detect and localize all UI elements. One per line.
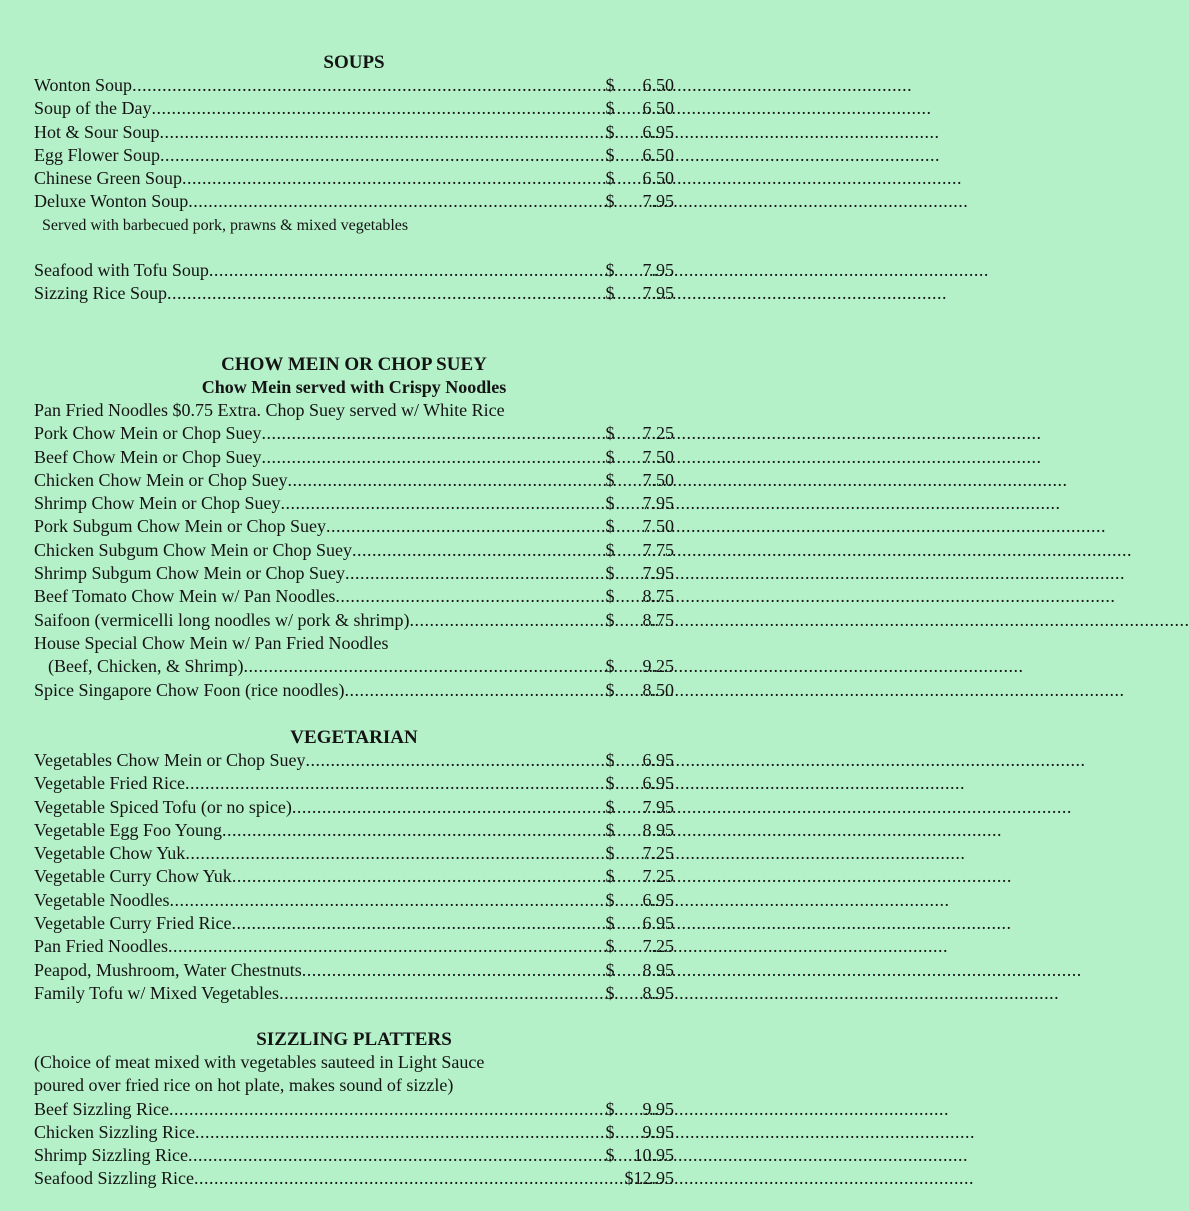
item-currency: $ [605, 144, 615, 165]
item-currency: $ [605, 982, 615, 1003]
item-name: Deluxe Wonton Soup [34, 191, 189, 212]
leader-dots [232, 865, 596, 888]
item-currency: $ [605, 679, 615, 700]
menu-item [34, 422, 674, 445]
menu-item [34, 144, 674, 167]
item-currency: $ [605, 773, 615, 794]
chow-mein-note: Pan Fried Noodles $0.75 Extra. Chop Suey served w/ White Rice [34, 400, 505, 420]
menu-item [34, 562, 674, 585]
item-name: Shrimp Subgum Chow Mein or Chop Suey [34, 563, 346, 584]
item-name: Shrimp Sizzling Rice [34, 1145, 188, 1166]
leader-dots [185, 772, 596, 795]
item-price: 9.95 [642, 1121, 674, 1142]
item-price: 7.75 [642, 539, 674, 560]
item-name: Vegetables Chow Mein or Chop Suey [34, 750, 306, 770]
item-name: Vegetable Noodles [34, 889, 170, 910]
item-price: 6.95 [642, 913, 674, 934]
item-currency: $ [605, 168, 615, 189]
item-price: 7.95 [642, 796, 674, 817]
item-name: Hot & Sour Soup [34, 121, 160, 142]
leader-dots [188, 190, 596, 213]
item-price: 8.75 [642, 609, 674, 630]
menu-item [34, 912, 674, 935]
item-name: Vegetable Spiced Tofu (or no spice) [34, 796, 292, 817]
leader-dots [288, 469, 597, 492]
item-name: Egg Flower Soup [34, 144, 160, 165]
menu-item [34, 97, 674, 120]
item-name: Family Tofu w/ Mixed Vegetables [34, 982, 280, 1003]
item-name: Vegetable Curry Chow Yuk [34, 866, 232, 887]
item-price: 6.95 [642, 750, 674, 770]
leader-dots [305, 749, 596, 772]
menu-item [34, 865, 674, 888]
item-name: Wonton Soup [34, 75, 133, 95]
item-currency: $ [605, 1098, 615, 1119]
leader-dots [231, 912, 596, 935]
menu-item [34, 259, 674, 282]
menu-item [34, 167, 674, 190]
item-name: Beef Chow Mein or Chop Suey [34, 446, 262, 467]
menu-item [34, 515, 674, 538]
item-price: 6.50 [642, 144, 674, 165]
sizzling-heading: SIZZLING PLATTERS [256, 1029, 452, 1050]
sizzling-note-line-2: poured over fried rice on hot plate, makes sound of sizzle) [34, 1075, 454, 1096]
house-special-name: House Special Chow Mein w/ Pan Fried Noodles [34, 632, 389, 653]
item-name: Seafood with Tofu Soup [34, 260, 209, 280]
item-price: 6.50 [642, 98, 674, 119]
item-name: Vegetable Curry Fried Rice [34, 913, 232, 934]
item-name: Shrimp Chow Mein or Chop Suey [34, 493, 281, 514]
item-currency: $ [605, 469, 615, 490]
item-price: 7.95 [642, 283, 674, 304]
menu-item [34, 539, 674, 562]
sizzling-list [34, 1098, 674, 1191]
item-currency: $ [605, 843, 615, 864]
leader-dots [188, 1144, 596, 1167]
menu-item [34, 982, 674, 1005]
item-currency: $ [605, 563, 615, 584]
item-price: 9.25 [642, 656, 674, 677]
leader-dots [222, 819, 596, 842]
menu-item [34, 772, 674, 795]
item-name: Seafood Sizzling Rice [34, 1168, 194, 1189]
vegetarian-heading: VEGETARIAN [290, 727, 418, 748]
leader-dots [243, 655, 596, 678]
item-price: 7.25 [642, 423, 674, 444]
item-currency: $ [605, 493, 615, 514]
item-price: 8.95 [642, 982, 674, 1003]
menu-item [34, 959, 674, 982]
item-currency: $ [605, 283, 615, 304]
leader-dots [168, 935, 596, 958]
leader-dots [160, 121, 596, 144]
item-name: Vegetable Egg Foo Young [34, 819, 222, 840]
soups-section [34, 51, 674, 237]
soups-section-extra [34, 259, 674, 306]
menu-item [34, 819, 674, 842]
item-price: 8.95 [642, 959, 674, 980]
leader-dots [261, 446, 596, 469]
leader-dots [302, 959, 596, 982]
vegetarian-list [34, 749, 674, 1005]
menu-item [34, 446, 674, 469]
item-currency: $ [605, 121, 615, 142]
leader-dots [169, 1098, 596, 1121]
menu-item [34, 1144, 674, 1167]
item-currency: $ [605, 446, 615, 467]
item-currency: $ [605, 866, 615, 887]
item-currency: $ [605, 516, 615, 537]
leader-dots [344, 679, 596, 702]
item-name: Beef Sizzling Rice [34, 1098, 169, 1119]
leader-dots [167, 282, 596, 305]
item-price: 8.95 [642, 819, 674, 840]
chow-mein-heading: CHOW MEIN OR CHOP SUEY [221, 354, 487, 375]
item-name: Pork Chow Mein or Chop Suey [34, 423, 262, 444]
leader-dots [209, 259, 596, 282]
menu-item [34, 1098, 674, 1121]
leader-dots [151, 97, 596, 120]
item-currency: $ [605, 1121, 615, 1142]
leader-dots [169, 889, 596, 912]
item-price: 6.95 [642, 121, 674, 142]
item-price: 7.25 [642, 843, 674, 864]
chow-mein-list [34, 422, 674, 702]
item-price: 7.50 [642, 516, 674, 537]
item-name: Peapod, Mushroom, Water Chestnuts [34, 959, 302, 980]
sizzling-section [34, 1028, 674, 1191]
item-price: 6.50 [642, 168, 674, 189]
soups-list [34, 74, 674, 237]
leader-dots [335, 585, 596, 608]
item-currency: $ [605, 656, 615, 677]
menu-item [34, 1167, 674, 1190]
menu-item [34, 842, 674, 865]
menu-item [34, 679, 674, 702]
item-currency: $ [605, 796, 615, 817]
deluxe-wonton-note: Served with barbecued pork, prawns & mixed vegetables [42, 216, 409, 234]
item-name: Chinese Green Soup [34, 168, 182, 189]
leader-dots [185, 842, 596, 865]
item-currency: $ [605, 609, 615, 630]
item-price: 7.95 [642, 191, 674, 212]
item-price: 8.75 [642, 586, 674, 607]
menu-item [34, 74, 674, 97]
menu-item [34, 190, 674, 213]
item-price: $12.95 [624, 1168, 674, 1189]
item-currency: $ [605, 191, 615, 212]
leader-dots [160, 144, 596, 167]
sizzling-note-line-1: (Choice of meat mixed with vegetables sauteed in Light Sauce [34, 1052, 485, 1072]
item-name: Vegetable Chow Yuk [34, 843, 186, 864]
menu-item [34, 655, 674, 678]
menu-item [34, 609, 674, 632]
chow-mein-subheading: Chow Mein served with Crispy Noodles [201, 377, 507, 397]
menu-item [34, 282, 674, 305]
item-name: Chicken Subgum Chow Mein or Chop Suey [34, 539, 352, 560]
item-currency: $ [605, 98, 615, 119]
menu-item [34, 469, 674, 492]
item-name: Pan Fried Noodles [34, 936, 168, 957]
leader-dots [279, 982, 596, 1005]
leader-dots [194, 1167, 596, 1190]
leader-dots [281, 492, 596, 515]
item-price: 7.50 [642, 446, 674, 467]
leader-dots [326, 515, 596, 538]
item-price: 7.95 [642, 260, 674, 280]
item-price: 7.95 [642, 493, 674, 514]
item-name: Soup of the Day [34, 98, 152, 119]
item-currency: $ [605, 819, 615, 840]
item-name: Chicken Sizzling Rice [34, 1121, 195, 1142]
menu-item [34, 796, 674, 819]
item-price: 8.50 [642, 679, 674, 700]
item-currency: $ [605, 586, 615, 607]
item-currency: $ [605, 936, 615, 957]
item-price: 7.25 [642, 936, 674, 957]
item-currency: $ [605, 913, 615, 934]
item-price: 7.25 [642, 866, 674, 887]
item-currency: $ [605, 260, 615, 280]
item-name: Pork Subgum Chow Mein or Chop Suey [34, 516, 327, 537]
leader-dots [292, 796, 596, 819]
item-name: (Beef, Chicken, & Shrimp) [48, 656, 244, 677]
leader-dots [409, 609, 596, 632]
item-price: 9.95 [642, 1098, 674, 1119]
item-price: 6.95 [642, 773, 674, 794]
item-currency: $ [605, 75, 615, 95]
item-price: 6.50 [642, 75, 674, 95]
item-currency: $ [605, 889, 615, 910]
menu-item [34, 889, 674, 912]
chow-mein-section [34, 353, 674, 702]
item-currency: $ [605, 959, 615, 980]
leader-dots [182, 167, 596, 190]
menu-item [34, 1121, 674, 1144]
menu-item [34, 121, 674, 144]
menu-item [34, 749, 674, 772]
soups-heading: SOUPS [323, 52, 385, 73]
leader-dots [195, 1121, 596, 1144]
item-currency: $ [605, 1145, 615, 1166]
item-name: Spice Singapore Chow Foon (rice noodles) [34, 679, 345, 700]
item-currency: $ [605, 423, 615, 444]
leader-dots [262, 422, 596, 445]
item-price: 7.95 [642, 563, 674, 584]
leader-dots [352, 539, 596, 562]
leader-dots [132, 74, 596, 97]
item-name: Sizzing Rice Soup [34, 283, 167, 304]
item-currency: $ [605, 539, 615, 560]
vegetarian-section [34, 726, 674, 1005]
item-price: 6.95 [642, 889, 674, 910]
item-name: Chicken Chow Mein or Chop Suey [34, 469, 288, 490]
menu-item [34, 492, 674, 515]
menu-item [34, 585, 674, 608]
item-price: 7.50 [642, 469, 674, 490]
item-name: Beef Tomato Chow Mein w/ Pan Noodles [34, 586, 336, 607]
item-name: Vegetable Fried Rice [34, 773, 185, 794]
menu-item [34, 935, 674, 958]
item-name: Saifoon (vermicelli long noodles w/ pork & shrimp) [34, 609, 410, 630]
leader-dots [345, 562, 596, 585]
item-currency: $ [605, 750, 615, 770]
item-price: 10.95 [633, 1145, 674, 1166]
